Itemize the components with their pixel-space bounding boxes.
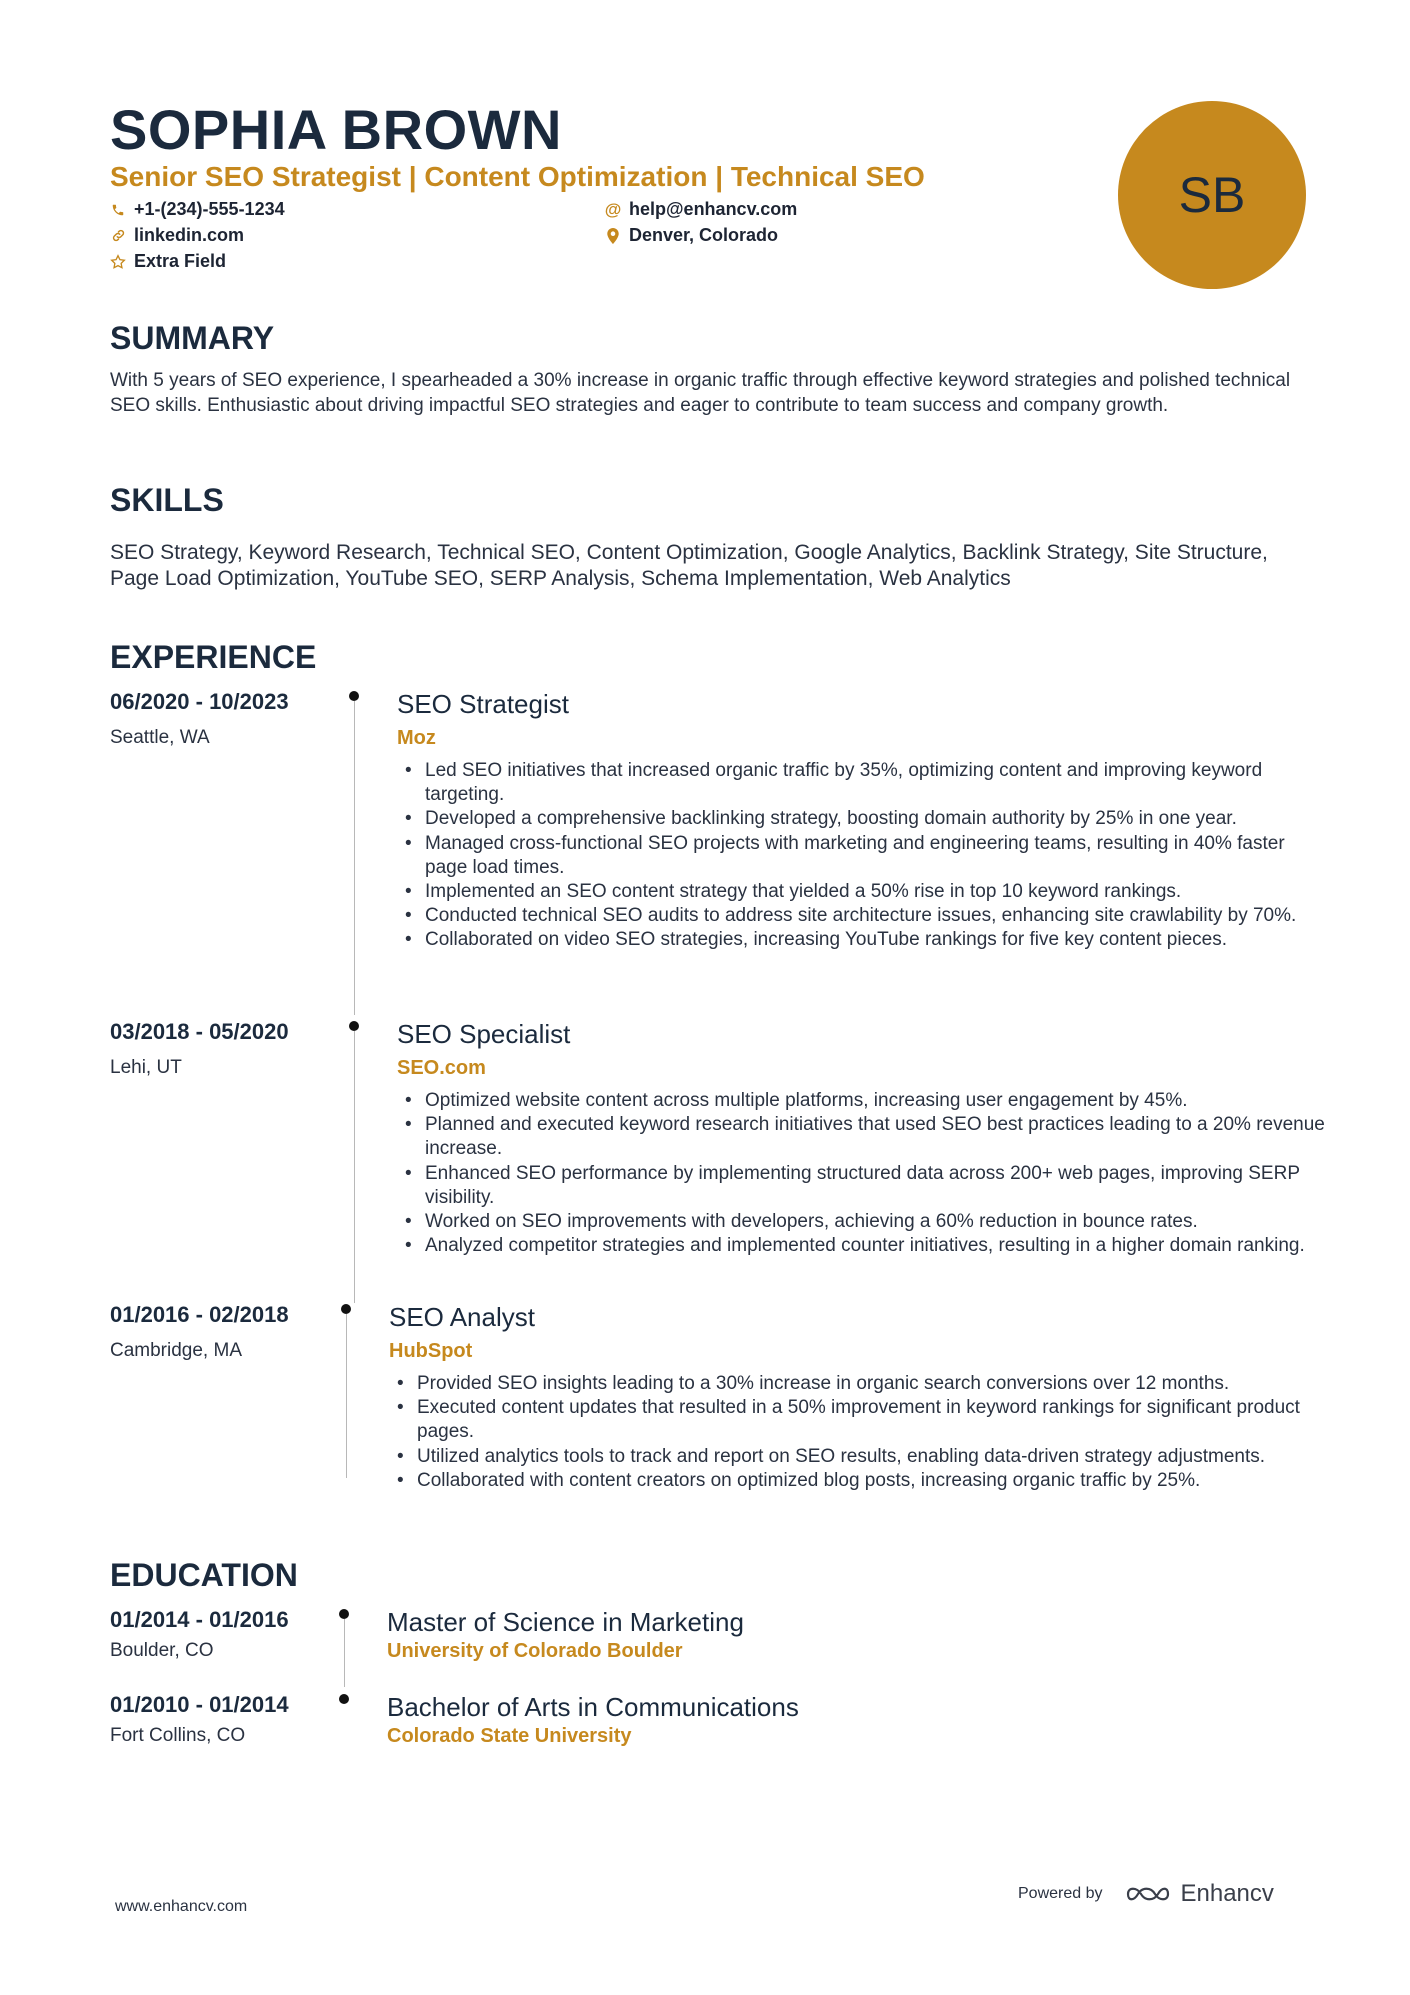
timeline-dot <box>341 1304 351 1314</box>
list-item: • Optimized website content across multiple platforms, increasing user engagement by 45%. <box>397 1089 1327 1113</box>
contact-location <box>605 225 778 246</box>
list-item: • Planned and executed keyword research initiatives that used SEO best practices leading to a 20% revenue increase. <box>397 1113 1327 1161</box>
summary-heading: SUMMARY <box>110 320 275 356</box>
extra-field-text: Extra Field <box>134 251 227 271</box>
enhancv-logo[interactable] <box>1125 1880 1274 1908</box>
skills-text: SEO Strategy, Keyword Research, Technical SEO, Content Optimization, Google Analytics, Backlink Strategy, Site Structure, Page Load Optimization, YouTube SEO, SERP Analysis, Schema Implementation, Web Analytics <box>110 541 1268 590</box>
at-icon: @ <box>604 199 622 219</box>
phone-icon <box>110 202 126 218</box>
job-bullets <box>389 1372 1319 1493</box>
list-item: • Analyzed competitor strategies and implemented counter initiatives, resulting in a higher domain ranking. <box>397 1234 1327 1258</box>
avatar <box>1118 101 1306 289</box>
link-icon <box>110 228 126 244</box>
job-dates: 06/2020 - 10/2023 <box>110 689 289 714</box>
list-item: • Worked on SEO improvements with developers, achieving a 60% reduction in bounce rates. <box>397 1210 1327 1234</box>
education-location: Fort Collins, CO <box>110 1725 246 1746</box>
timeline-line <box>346 1314 347 1478</box>
education-location: Boulder, CO <box>110 1640 214 1661</box>
job-bullets <box>397 1089 1327 1258</box>
contact-linkedin[interactable] <box>110 225 244 246</box>
job-dates: 01/2016 - 02/2018 <box>110 1302 289 1327</box>
location-text: Denver, Colorado <box>629 225 779 245</box>
list-item: • Collaborated on video SEO strategies, increasing YouTube rankings for five key content pieces. <box>397 928 1327 952</box>
list-item: • Led SEO initiatives that increased organic traffic by 35%, optimizing content and improving keyword targeting. <box>397 759 1327 807</box>
timeline-dot <box>349 1021 359 1031</box>
footer-website-link[interactable]: www.enhancv.com <box>115 1898 248 1915</box>
list-item: • Conducted technical SEO audits to address site architecture issues, enhancing site crawlability by 70%. <box>397 904 1327 928</box>
degree-title: Bachelor of Arts in Communications <box>387 1692 799 1722</box>
education-dates: 01/2010 - 01/2014 <box>110 1692 289 1717</box>
job-location: Seattle, WA <box>110 727 210 748</box>
timeline-dot <box>339 1694 349 1704</box>
timeline-dot <box>339 1609 349 1619</box>
list-item: • Collaborated with content creators on optimized blog posts, increasing organic traffic by 25%. <box>389 1469 1319 1493</box>
star-icon <box>110 254 126 270</box>
footer-branding <box>1018 1880 1274 1908</box>
enhancv-logo-icon <box>1125 1882 1171 1906</box>
job-company: Moz <box>397 727 436 749</box>
contact-extra-field <box>110 251 226 272</box>
location-pin-icon <box>605 228 621 244</box>
job-location: Lehi, UT <box>110 1057 182 1078</box>
linkedin-text: linkedin.com <box>134 225 245 245</box>
powered-by-text: Powered by <box>1018 1885 1103 1902</box>
school-name: University of Colorado Boulder <box>387 1640 683 1662</box>
education-dates: 01/2014 - 01/2016 <box>110 1607 289 1632</box>
summary-text: With 5 years of SEO experience, I spearheaded a 30% increase in organic traffic through effective keyword strategies and polished technical SEO skills. Enthusiastic about driving impactful SEO strategies and eager to contribute to team success and company growth. <box>110 370 1291 416</box>
job-company: HubSpot <box>389 1340 473 1362</box>
list-item: • Utilized analytics tools to track and report on SEO results, enabling data-driven strategy adjustments. <box>389 1445 1319 1469</box>
job-dates: 03/2018 - 05/2020 <box>110 1019 289 1044</box>
experience-heading: EXPERIENCE <box>110 639 317 675</box>
contact-email[interactable] <box>605 199 797 220</box>
avatar-initials: SB <box>1178 167 1246 223</box>
job-company: SEO.com <box>397 1057 486 1079</box>
email-text: help@enhancv.com <box>629 199 798 219</box>
timeline-line <box>344 1619 345 1687</box>
candidate-tagline: Senior SEO Strategist | Content Optimization | Technical SEO <box>110 161 925 192</box>
list-item: • Implemented an SEO content strategy that yielded a 50% rise in top 10 keyword rankings. <box>397 880 1327 904</box>
timeline-line <box>354 1031 355 1303</box>
job-bullets <box>397 759 1327 953</box>
timeline-line <box>354 701 355 1015</box>
candidate-name: SOPHIA BROWN <box>110 98 562 161</box>
school-name: Colorado State University <box>387 1725 632 1747</box>
timeline-dot <box>349 691 359 701</box>
phone-text: +1-(234)-555-1234 <box>134 199 285 219</box>
list-item: • Executed content updates that resulted in a 50% improvement in keyword rankings for significant product pages. <box>389 1396 1319 1444</box>
contact-phone[interactable] <box>110 199 285 220</box>
list-item: • Developed a comprehensive backlinking strategy, boosting domain authority by 25% in one year. <box>397 807 1327 831</box>
skills-heading: SKILLS <box>110 482 224 518</box>
degree-title: Master of Science in Marketing <box>387 1607 744 1637</box>
list-item: • Managed cross-functional SEO projects with marketing and engineering teams, resulting in 40% faster page load times. <box>397 832 1327 880</box>
job-title: SEO Specialist <box>397 1019 571 1049</box>
list-item: • Provided SEO insights leading to a 30% increase in organic search conversions over 12 months. <box>389 1372 1319 1396</box>
job-title: SEO Analyst <box>389 1302 535 1332</box>
list-item: • Enhanced SEO performance by implementing structured data across 200+ web pages, improving SERP visibility. <box>397 1162 1327 1210</box>
job-title: SEO Strategist <box>397 689 569 719</box>
brand-name: Enhancv <box>1180 1880 1274 1907</box>
job-location: Cambridge, MA <box>110 1340 242 1361</box>
education-heading: EDUCATION <box>110 1557 298 1593</box>
